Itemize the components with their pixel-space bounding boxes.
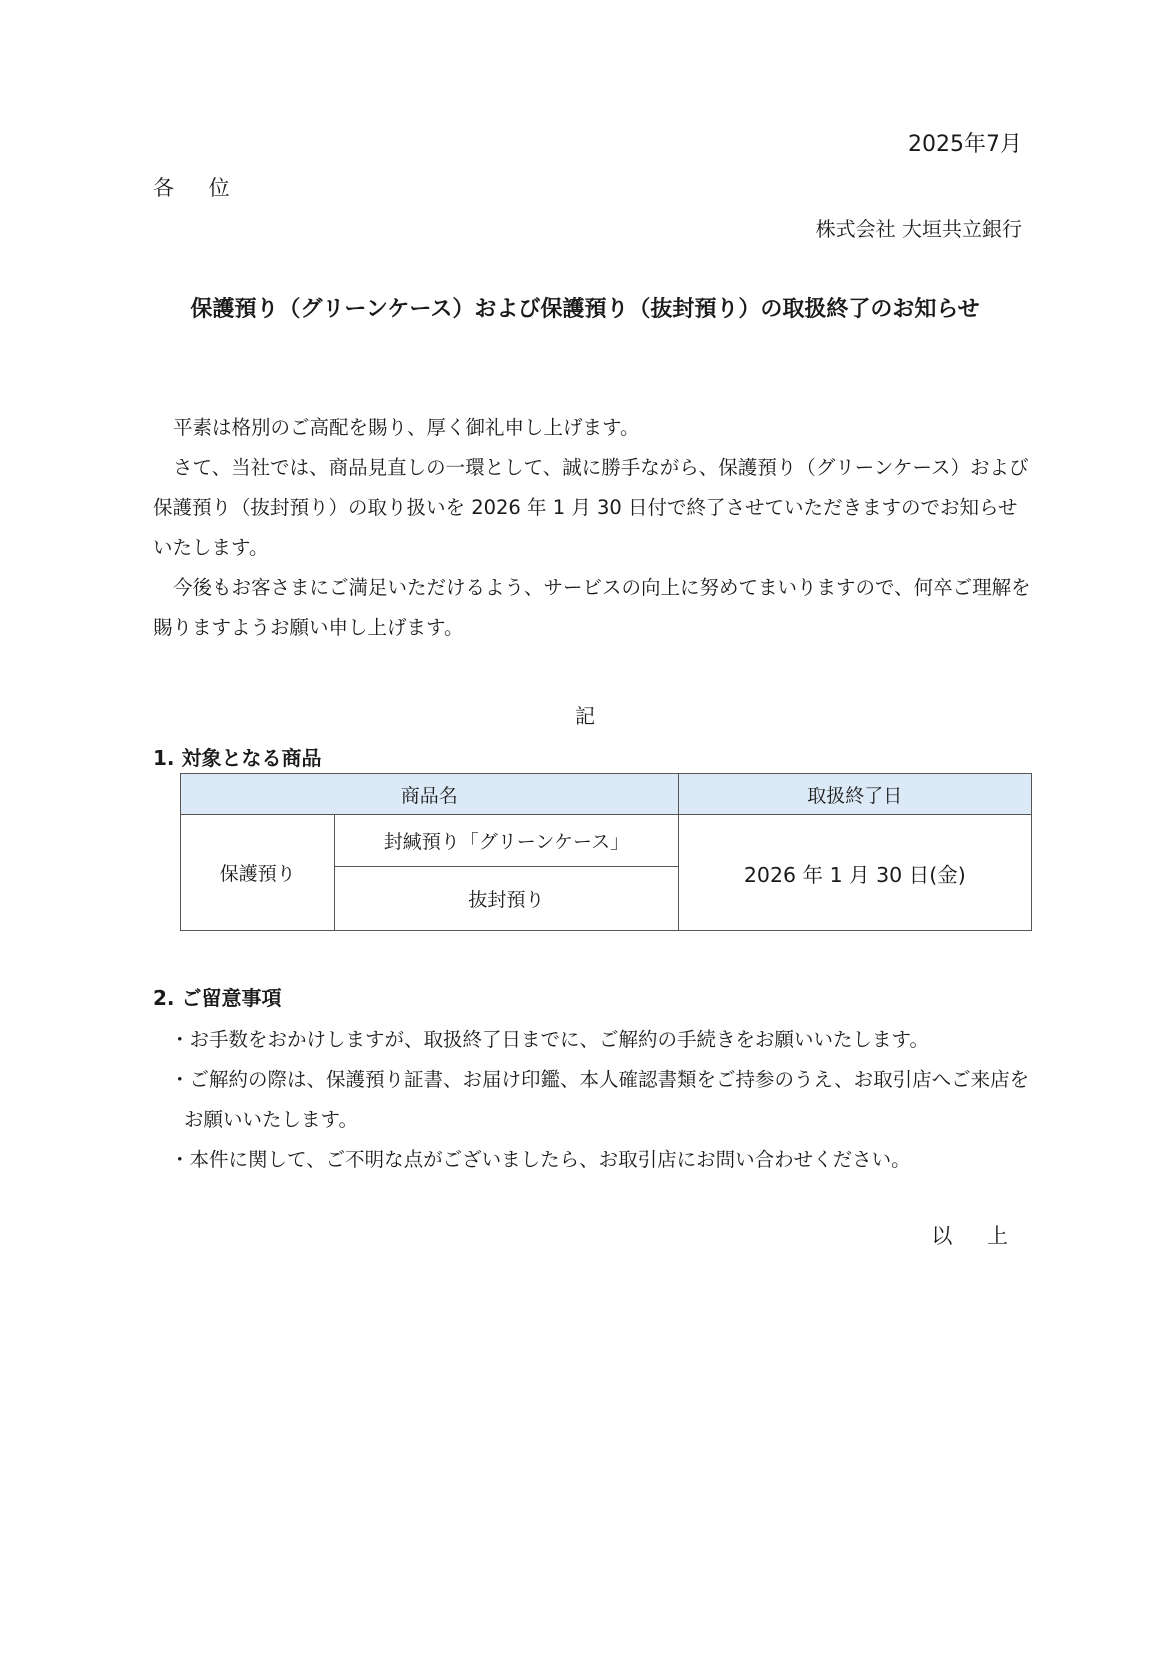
header-product-name: 商品名 [181,774,679,815]
body-paragraph-3-line-2: 賜りますようお願い申し上げます。 [153,616,464,639]
document-title: 保護預り（グリーンケース）および保護預り（抜封預り）の取扱終了のお知らせ [190,297,980,322]
product-item-1: 封緘預り「グリーンケース」 [335,815,678,867]
body-paragraph-2-line-2: 保護預り（抜封預り）の取り扱いを 2026 年 1 月 30 日付で終了させていただきますのでお知らせ [153,496,1018,519]
section-2-heading: 2. ご留意事項 [153,986,282,1010]
end-date-cell: 2026 年 1 月 30 日(金) [678,815,1031,931]
body-paragraph-1: 平素は格別のご高配を賜り、厚く御礼申し上げます。 [173,416,640,439]
addressee: 各 位 [153,176,244,200]
body-paragraph-3-line-1: 今後もお客さまにご満足いただけるよう、サービスの向上に努めてまいりますので、何卒ご理解を [173,576,1031,599]
table-header-row [181,774,1032,815]
notes-list [170,1020,1029,1180]
note-item-3: ・本件に関して、ご不明な点がございましたら、お取引店にお問い合わせください。 [170,1148,911,1171]
header-end-date: 取扱終了日 [678,774,1031,815]
product-item-2: 抜封預り [335,867,678,931]
product-category-cell: 保護預り [181,815,335,931]
note-item-1: ・お手数をおかけしますが、取扱終了日までに、ご解約の手続きをお願いいたします。 [170,1028,929,1051]
issue-date: 2025年7月 [908,132,1022,157]
body-paragraph-2-line-3: いたします。 [153,536,269,559]
note-item-2-line-2: お願いいたします。 [184,1108,358,1131]
ki-marker: 記 [575,704,595,728]
body-text [153,408,1033,648]
note-item-2-line-1: ・ご解約の際は、保護預り証書、お届け印鑑、本人確認書類をご持参のうえ、お取引店へご来店を [170,1068,1030,1091]
section-1-heading: 1. 対象となる商品 [153,746,322,770]
table-row [181,815,1032,867]
products-table [180,773,1032,931]
body-paragraph-2-line-1: さて、当社では、商品見直しの一環として、誠に勝手ながら、保護預り（グリーンケース）および [173,456,1029,479]
closing-mark: 以 上 [931,1224,1022,1248]
company-name: 株式会社 大垣共立銀行 [815,217,1022,241]
